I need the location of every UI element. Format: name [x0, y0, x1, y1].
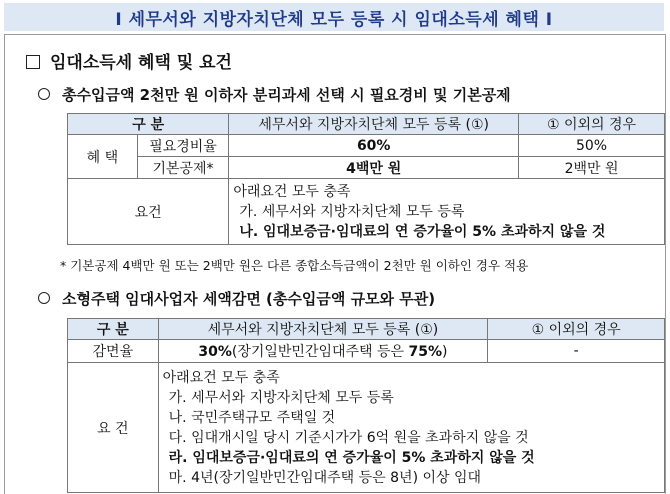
requirement-line: 나. 국민주택규모 주택일 것 — [168, 409, 336, 426]
item2-heading: 소형주택 임대사업자 세액감면 (총수입금액 규모와 무관) — [38, 288, 435, 309]
header-other: ① 이외의 경우 — [488, 319, 665, 340]
requirements-label: 요건 — [68, 179, 229, 245]
page-title: Ⅰ 세무서와 지방자치단체 모두 등록 시 임대소득세 혜택 Ⅰ — [4, 3, 664, 31]
basic-deduction-both: 4백만 원 — [229, 157, 519, 179]
item2-table — [67, 318, 665, 493]
basic-deduction-other: 2백만 원 — [519, 157, 665, 179]
circle-bullet-icon — [38, 292, 50, 304]
header-category: 구 분 — [68, 114, 229, 135]
reduction-rate-both: 30%(장기일반민간임대주택 등은 75%) — [158, 340, 488, 363]
requirement-line: 나. 임대보증금·임대료의 연 증가율이 5% 초과하지 않을 것 — [239, 223, 606, 240]
header-category: 구 분 — [68, 319, 159, 340]
item1-table — [67, 113, 665, 245]
expense-rate-both: 60% — [229, 135, 519, 157]
benefit-label: 혜 택 — [68, 135, 138, 179]
item1-heading: 총수입금액 2천만 원 이하자 분리과세 선택 시 필요경비 및 기본공제 — [38, 84, 511, 105]
square-bullet-icon — [26, 55, 40, 69]
header-both-registered: 세무서와 지방자치단체 모두 등록 (①) — [229, 114, 519, 135]
requirement-line: 다. 임대개시일 당시 기준시가가 6억 원을 초과하지 않을 것 — [168, 429, 529, 446]
section-heading: 임대소득세 혜택 및 요건 — [26, 48, 232, 73]
requirement-line: 라. 임대보증금·임대료의 연 증가율이 5% 초과하지 않을 것 — [168, 449, 535, 466]
requirement-line: 가. 세무서와 지방자치단체 모두 등록 — [239, 203, 465, 220]
reduction-rate-label: 감면율 — [68, 340, 159, 363]
requirement-line: 아래요건 모두 충족 — [233, 183, 351, 200]
requirement-line: 마. 4년(장기일반민간임대주택 등은 8년) 이상 임대 — [168, 469, 482, 486]
basic-deduction-label: 기본공제* — [137, 157, 229, 179]
requirements-label: 요 건 — [68, 363, 159, 493]
reduction-rate-other: - — [488, 340, 665, 363]
header-other: ① 이외의 경우 — [519, 114, 665, 135]
expense-rate-other: 50% — [519, 135, 665, 157]
requirements-cell — [158, 363, 664, 493]
header-both-registered: 세무서와 지방자치단체 모두 등록 (①) — [158, 319, 488, 340]
requirement-line: 가. 세무서와 지방자치단체 모두 등록 — [168, 389, 394, 406]
footnote: * 기본공제 4백만 원 또는 2백만 원은 다른 종합소득금액이 2천만 원 이하인 경우 적용 — [60, 258, 529, 273]
requirements-cell — [229, 179, 665, 245]
expense-rate-label: 필요경비율 — [137, 135, 229, 157]
circle-bullet-icon — [38, 88, 50, 100]
requirement-line: 아래요건 모두 충족 — [162, 369, 280, 386]
